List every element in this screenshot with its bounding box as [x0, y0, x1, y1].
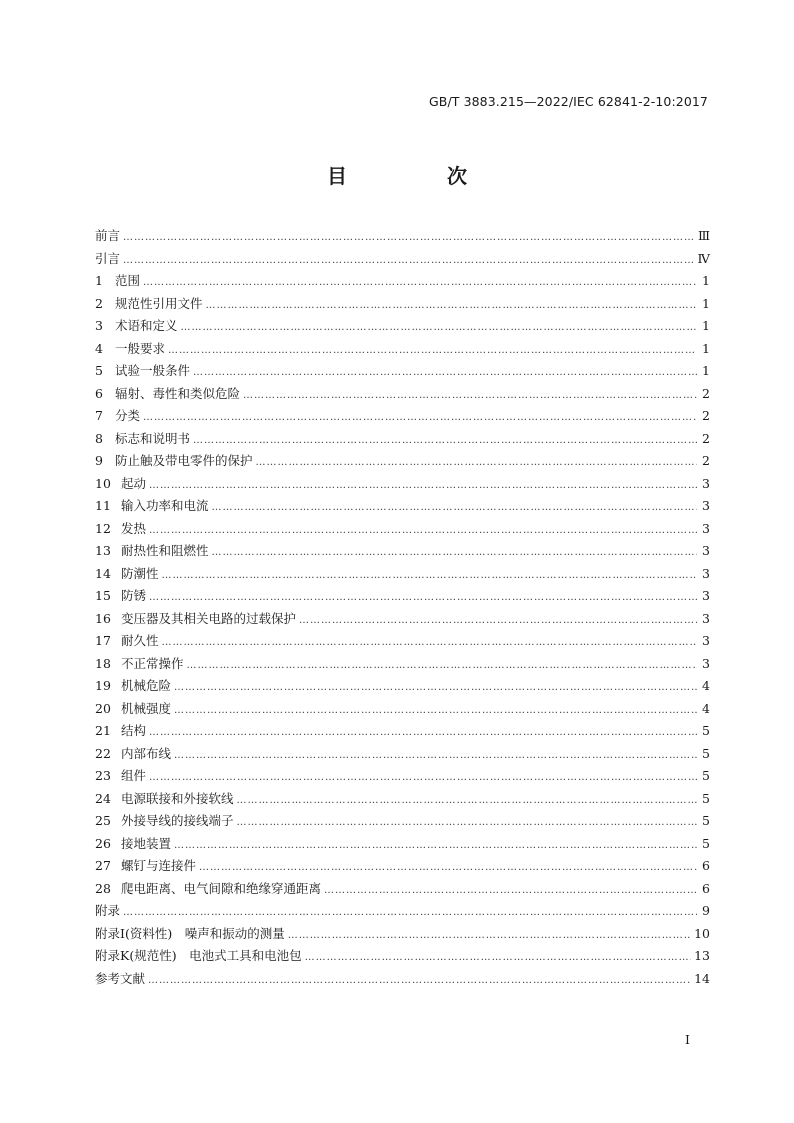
- toc-entry[interactable]: [95, 834, 710, 857]
- dot-leader: [174, 750, 697, 761]
- toc-entry-page: 5: [702, 723, 710, 738]
- toc-entry-number: 10: [95, 475, 111, 491]
- toc-entry-number: 13: [95, 543, 111, 558]
- dot-leader: [162, 637, 697, 648]
- dot-leader: [206, 300, 697, 311]
- toc-entry-title: 变压器及其相关电路的过载保护: [121, 610, 297, 626]
- dot-leader: [288, 930, 691, 941]
- dot-leader: [123, 232, 695, 243]
- dot-leader: [212, 502, 697, 513]
- toc-entry[interactable]: [95, 519, 710, 542]
- toc-entry-page: 3: [702, 520, 710, 536]
- toc-entry-number: 3: [95, 318, 103, 333]
- toc-entry-page: 1: [702, 318, 710, 333]
- toc-entry-title: 爬电距离、电气间隙和绝缘穿通距离: [121, 880, 322, 896]
- toc-entry-number: 7: [95, 408, 103, 423]
- toc-entry-page: 1: [702, 363, 710, 378]
- toc-entry-title: 范围: [115, 273, 141, 288]
- toc-entry-page: Ⅲ: [697, 228, 710, 243]
- toc-entry-page: 13: [694, 948, 710, 963]
- toc-entry-page: 2: [702, 385, 710, 401]
- toc-entry[interactable]: [95, 429, 710, 452]
- toc-entry-number: 1: [95, 273, 103, 288]
- toc-entry-page: 5: [702, 813, 710, 828]
- toc-entry[interactable]: [95, 384, 710, 407]
- toc-entry[interactable]: [95, 496, 710, 519]
- toc-entry[interactable]: [95, 474, 710, 497]
- dot-leader: [123, 255, 694, 266]
- toc-entry-number: 8: [95, 430, 103, 446]
- toc-entry-title: 螺钉与连接件: [121, 858, 197, 873]
- dot-leader: [143, 412, 697, 423]
- toc-entry-title: 参考文献: [95, 970, 146, 986]
- toc-entry[interactable]: [95, 271, 710, 294]
- toc-entry-number: 15: [95, 588, 111, 603]
- toc-entry-page: 3: [702, 543, 710, 558]
- toc-entry-number: 2: [95, 295, 103, 311]
- toc-entry[interactable]: [95, 226, 710, 249]
- dot-leader: [299, 615, 697, 626]
- toc-entry-number: 28: [95, 880, 111, 896]
- toc-entry[interactable]: [95, 699, 710, 722]
- toc-entry[interactable]: [95, 564, 710, 587]
- dot-leader: [237, 817, 697, 828]
- toc-entry[interactable]: [95, 744, 710, 767]
- dot-leader: [181, 322, 697, 333]
- toc-entry-title: 前言: [95, 228, 121, 243]
- toc-entry-title: 组件: [121, 768, 147, 783]
- toc-entry[interactable]: [95, 879, 710, 902]
- toc-entry-page: 1: [702, 273, 710, 288]
- toc-entry-title: 试验一般条件: [115, 363, 191, 378]
- toc-entry-title: 电源联接和外接软线: [121, 790, 234, 806]
- toc-entry-title: 标志和说明书: [115, 430, 191, 446]
- toc-entry-number: 24: [95, 790, 111, 806]
- toc-entry[interactable]: [95, 811, 710, 834]
- toc-entry-page: 3: [702, 610, 710, 626]
- toc-entry-page: 3: [702, 498, 710, 513]
- toc-entry-title: 防止触及带电零件的保护: [115, 453, 253, 468]
- toc-entry[interactable]: [95, 766, 710, 789]
- dot-leader: [149, 525, 697, 536]
- toc-entry-page: 14: [694, 970, 710, 986]
- toc-entry-title: 防潮性: [121, 565, 159, 581]
- toc-entry-title: 机械强度: [121, 700, 172, 716]
- toc-entry-page: 5: [702, 745, 710, 761]
- toc-entry[interactable]: [95, 586, 710, 609]
- dot-leader: [193, 367, 697, 378]
- toc-entry-page: 3: [702, 633, 710, 648]
- toc-entry-title: 外接导线的接线端子: [121, 813, 234, 828]
- toc-entry-page: 5: [702, 835, 710, 851]
- toc-entry-title: 起动: [121, 475, 147, 491]
- toc-entry-title: 内部布线: [121, 745, 172, 761]
- toc-entry-number: 22: [95, 745, 111, 761]
- toc-entry-page: 2: [702, 408, 710, 423]
- toc-entry[interactable]: [95, 541, 710, 564]
- toc-entry[interactable]: [95, 339, 710, 362]
- toc-entry[interactable]: [95, 969, 710, 992]
- dot-leader: [305, 952, 692, 963]
- toc-entry-title: 耐热性和阻燃性: [121, 543, 209, 558]
- toc-entry-page: Ⅳ: [697, 250, 710, 266]
- toc-entry-title: 一般要求: [115, 340, 166, 356]
- toc-entry-title: 辐射、毒性和类似危险: [115, 385, 241, 401]
- dot-leader: [237, 795, 697, 806]
- dot-leader: [123, 907, 697, 918]
- toc-entry-page: 5: [702, 768, 710, 783]
- toc-entry-title: 附录Ⅰ(资料性) 噪声和振动的测量: [95, 925, 285, 941]
- toc-entry-title: 输入功率和电流: [121, 498, 209, 513]
- page-number: Ⅰ: [685, 1032, 690, 1047]
- dot-leader: [199, 862, 697, 873]
- dot-leader: [148, 975, 691, 986]
- dot-leader: [174, 705, 697, 716]
- toc-entry-page: 2: [702, 430, 710, 446]
- page-title: 目 次: [327, 164, 507, 188]
- toc-entry-number: 11: [95, 498, 111, 513]
- toc-entry[interactable]: [95, 609, 710, 632]
- toc-entry[interactable]: [95, 676, 710, 699]
- toc-entry-number: 5: [95, 363, 103, 378]
- toc-entry[interactable]: [95, 856, 710, 879]
- toc-entry-title: 术语和定义: [115, 318, 178, 333]
- toc-entry-title: 分类: [115, 408, 141, 423]
- toc-entry-page: 10: [694, 925, 710, 941]
- toc-entry-page: 2: [702, 453, 710, 468]
- toc-entry-number: 6: [95, 385, 103, 401]
- toc-entry-number: 9: [95, 453, 103, 468]
- toc-entry[interactable]: [95, 294, 710, 317]
- dot-leader: [212, 547, 697, 558]
- toc-entry-title: 耐久性: [121, 633, 159, 648]
- toc-entry-page: 3: [702, 565, 710, 581]
- table-of-contents: [95, 226, 710, 991]
- dot-leader: [174, 840, 697, 851]
- standard-code-header: GB/T 3883.215—2022/IEC 62841-2-10:2017: [428, 94, 708, 109]
- toc-entry-number: 26: [95, 835, 111, 851]
- toc-entry-title: 防锈: [121, 588, 147, 603]
- toc-entry-number: 25: [95, 813, 111, 828]
- toc-entry-title: 引言: [95, 250, 121, 266]
- toc-entry-number: 18: [95, 655, 111, 671]
- dot-leader: [149, 592, 697, 603]
- toc-entry-title: 结构: [121, 723, 147, 738]
- toc-entry[interactable]: [95, 316, 710, 339]
- toc-entry-title: 发热: [121, 520, 147, 536]
- toc-entry[interactable]: [95, 361, 710, 384]
- toc-entry-page: 4: [702, 678, 710, 693]
- toc-entry[interactable]: [95, 451, 710, 474]
- toc-entry-page: 6: [702, 880, 710, 896]
- toc-entry-number: 14: [95, 565, 111, 581]
- toc-entry[interactable]: [95, 631, 710, 654]
- toc-entry-page: 9: [702, 903, 710, 918]
- dot-leader: [324, 885, 697, 896]
- toc-entry[interactable]: [95, 406, 710, 429]
- toc-entry-page: 1: [702, 340, 710, 356]
- toc-entry[interactable]: [95, 721, 710, 744]
- toc-entry-title: 机械危险: [121, 678, 172, 693]
- toc-entry-page: 5: [702, 790, 710, 806]
- toc-entry-title: 附录K(规范性) 电池式工具和电池包: [95, 948, 302, 963]
- toc-entry[interactable]: [95, 901, 710, 924]
- dot-leader: [149, 480, 697, 491]
- toc-entry-page: 3: [702, 475, 710, 491]
- toc-entry-page: 6: [702, 858, 710, 873]
- dot-leader: [162, 570, 697, 581]
- toc-entry-title: 附录: [95, 903, 121, 918]
- toc-entry[interactable]: [95, 249, 710, 272]
- dot-leader: [143, 277, 697, 288]
- dot-leader: [174, 682, 697, 693]
- toc-entry-number: 27: [95, 858, 111, 873]
- toc-entry-number: 21: [95, 723, 111, 738]
- toc-entry-page: 1: [702, 295, 710, 311]
- toc-entry-number: 23: [95, 768, 111, 783]
- toc-entry-title: 不正常操作: [121, 655, 184, 671]
- toc-entry-number: 4: [95, 340, 103, 356]
- toc-entry[interactable]: [95, 924, 710, 947]
- toc-entry-number: 16: [95, 610, 111, 626]
- toc-entry-title: 接地装置: [121, 835, 172, 851]
- toc-entry-number: 20: [95, 700, 111, 716]
- toc-entry-page: 4: [702, 700, 710, 716]
- toc-entry[interactable]: [95, 789, 710, 812]
- dot-leader: [149, 727, 697, 738]
- toc-entry-number: 19: [95, 678, 111, 693]
- dot-leader: [193, 435, 697, 446]
- dot-leader: [256, 457, 697, 468]
- toc-entry-page: 3: [702, 655, 710, 671]
- toc-entry-page: 3: [702, 588, 710, 603]
- toc-entry[interactable]: [95, 946, 710, 969]
- dot-leader: [168, 345, 697, 356]
- dot-leader: [187, 660, 697, 671]
- toc-entry-number: 17: [95, 633, 111, 648]
- dot-leader: [149, 772, 697, 783]
- toc-entry-number: 12: [95, 520, 111, 536]
- toc-entry-title: 规范性引用文件: [115, 295, 203, 311]
- toc-entry[interactable]: [95, 654, 710, 677]
- dot-leader: [243, 390, 697, 401]
